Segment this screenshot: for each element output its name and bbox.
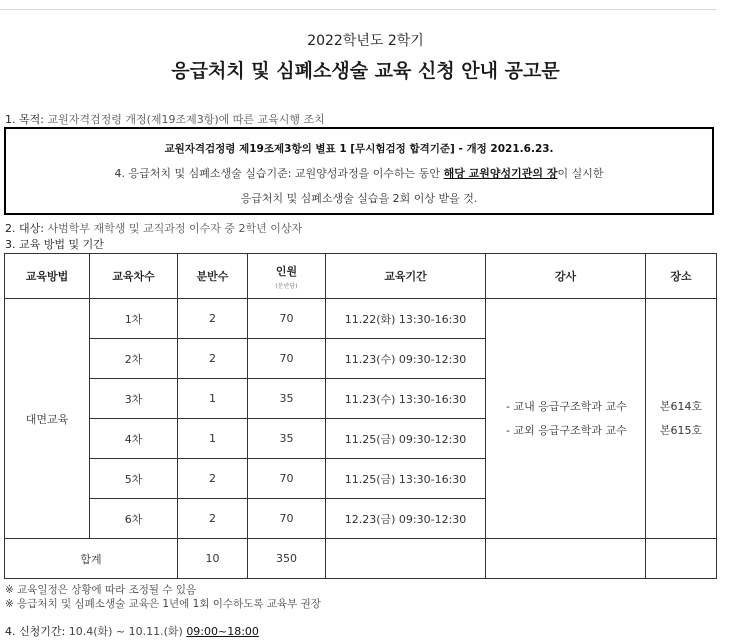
header-classes: 분반수 <box>178 254 248 299</box>
table-row <box>5 299 717 339</box>
page-title: 응급처치 및 심폐소생술 교육 신청 안내 공고문 <box>171 60 560 82</box>
notice-line-2 <box>6 165 712 181</box>
top-divider <box>0 9 716 10</box>
notice-line-2-prefix: 4. 응급처치 및 심폐소생술 실습기준: 교원양성과정을 이수하는 동안 <box>114 167 441 180</box>
application-period-time: 09:00~18:00 <box>186 625 259 638</box>
round-cell: 2차 <box>90 339 178 379</box>
purpose-line <box>5 111 325 127</box>
total-classes: 10 <box>178 539 248 579</box>
note-schedule: ※ 교육일정은 상황에 따라 조정될 수 있음 <box>5 584 197 596</box>
location-room-1: 본614호 <box>659 399 703 413</box>
regulation-notice-box <box>4 127 714 215</box>
people-cell: 35 <box>248 419 326 459</box>
notice-line-3: 응급처치 및 심폐소생술 실습을 2회 이상 받을 것. <box>240 192 478 205</box>
round-cell: 4차 <box>90 419 178 459</box>
period-cell: 11.25(금) 09:30-12:30 <box>326 419 486 459</box>
header-people-label: 인원 <box>275 264 298 278</box>
target-label: 2. 대상: <box>5 222 44 235</box>
method-cell: 대면교육 <box>5 299 90 539</box>
classes-cell: 2 <box>178 339 248 379</box>
round-cell: 5차 <box>90 459 178 499</box>
application-period-line <box>5 623 259 639</box>
period-cell: 11.23(수) 13:30-16:30 <box>326 379 486 419</box>
table-header-row <box>5 254 717 299</box>
round-cell: 3차 <box>90 379 178 419</box>
classes-cell: 2 <box>178 299 248 339</box>
people-cell: 70 <box>248 339 326 379</box>
people-cell: 70 <box>248 299 326 339</box>
purpose-text: 교원자격검정령 개정(제19조제3항)에 따른 교육시행 조치 <box>47 113 325 126</box>
total-period-empty <box>326 539 486 579</box>
header-people-sub: (분반당) <box>275 282 298 290</box>
total-people: 350 <box>248 539 326 579</box>
method-heading: 3. 교육 방법 및 기간 <box>5 238 104 251</box>
round-cell: 6차 <box>90 499 178 539</box>
target-line <box>5 220 302 236</box>
total-instructor-empty <box>486 539 646 579</box>
instructor-internal: - 교내 응급구조학과 교수 <box>506 399 627 413</box>
location-room-2: 본615호 <box>659 423 703 437</box>
total-location-empty <box>646 539 717 579</box>
total-row <box>5 539 717 579</box>
classes-cell: 1 <box>178 419 248 459</box>
instructor-cell <box>486 299 646 539</box>
target-text: 사범학부 재학생 및 교직과정 이수자 중 2학년 이상자 <box>47 222 303 235</box>
round-cell: 1차 <box>90 299 178 339</box>
application-period-label: 4. 신청기간: <box>5 625 66 638</box>
schedule-table <box>4 253 717 579</box>
classes-cell: 1 <box>178 379 248 419</box>
location-cell <box>646 299 717 539</box>
application-period-dates: 10.4(화) ~ 10.11.(화) <box>68 625 183 638</box>
period-cell: 11.25(금) 13:30-16:30 <box>326 459 486 499</box>
period-cell: 11.23(수) 09:30-12:30 <box>326 339 486 379</box>
semester-heading: 2022학년도 2학기 <box>307 33 424 49</box>
header-method: 교육방법 <box>5 254 90 299</box>
notice-highlight: 해당 교원양성기관의 장 <box>443 167 558 180</box>
instructor-external: - 교외 응급구조학과 교수 <box>506 423 627 437</box>
header-location: 장소 <box>646 254 717 299</box>
header-round: 교육차수 <box>90 254 178 299</box>
classes-cell: 2 <box>178 499 248 539</box>
notice-line-2-suffix: 이 실시한 <box>557 167 604 180</box>
classes-cell: 2 <box>178 459 248 499</box>
purpose-label: 1. 목적: <box>5 113 44 126</box>
notice-line-1: 교원자격검정령 제19조제3항의 별표 1 [무시험검정 합격기준] - 개정 2021.6.23. <box>164 143 554 155</box>
period-cell: 12.23(금) 09:30-12:30 <box>326 499 486 539</box>
people-cell: 35 <box>248 379 326 419</box>
header-instructor: 강사 <box>486 254 646 299</box>
period-cell: 11.22(화) 13:30-16:30 <box>326 299 486 339</box>
people-cell: 70 <box>248 499 326 539</box>
header-period: 교육기간 <box>326 254 486 299</box>
people-cell: 70 <box>248 459 326 499</box>
note-frequency: ※ 응급처치 및 심폐소생술 교육은 1년에 1회 이수하도록 교육부 권장 <box>5 598 321 610</box>
total-label: 합계 <box>5 539 178 579</box>
header-people <box>248 254 326 299</box>
